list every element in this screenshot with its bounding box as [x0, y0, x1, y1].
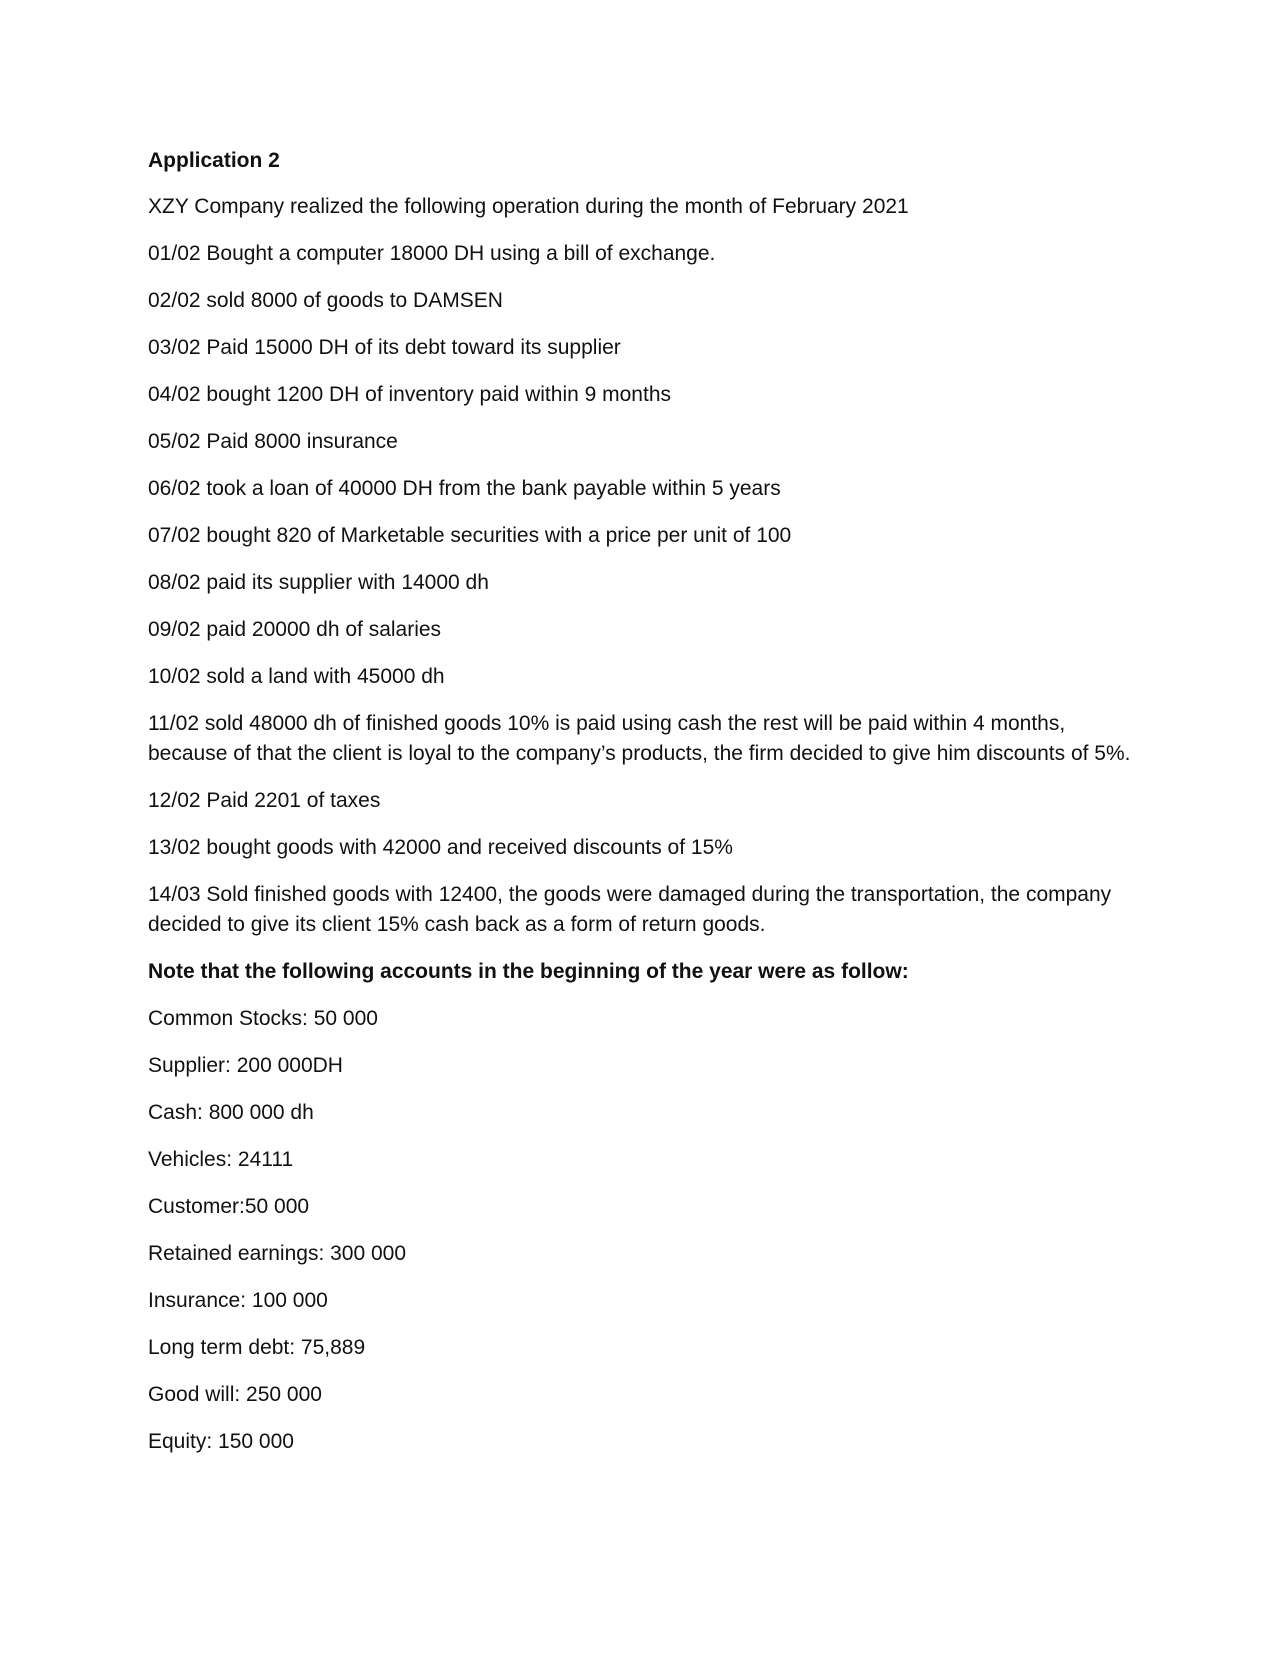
account-item: Supplier: 200 000DH: [148, 1054, 343, 1077]
account-item: Equity: 150 000: [148, 1430, 294, 1453]
accounts-list: [148, 1004, 1138, 1457]
account-item: Customer:50 000: [148, 1195, 310, 1218]
operation-item: 09/02 paid 20000 dh of salaries: [148, 618, 442, 641]
operation-item: 08/02 paid its supplier with 14000 dh: [148, 571, 489, 594]
operation-item: 11/02 sold 48000 dh of finished goods 10% is paid using cash the rest will be paid within 4 months, because of that the client is loyal to the company’s products, the firm decided to give him discounts of 5%.: [148, 712, 1131, 765]
operation-item: 02/02 sold 8000 of goods to DAMSEN: [148, 289, 503, 312]
account-item: Good will: 250 000: [148, 1383, 322, 1406]
operation-item: 03/02 Paid 15000 DH of its debt toward its supplier: [148, 336, 621, 359]
account-item: Retained earnings: 300 000: [148, 1242, 407, 1265]
operation-item: 07/02 bought 820 of Marketable securities with a price per unit of 100: [148, 524, 792, 547]
operation-item: 04/02 bought 1200 DH of inventory paid within 9 months: [148, 383, 672, 406]
operation-item: 05/02 Paid 8000 insurance: [148, 430, 398, 453]
accounts-note: Note that the following accounts in the beginning of the year were as follow:: [148, 960, 909, 983]
document-title: Application 2: [148, 149, 280, 172]
account-item: Cash: 800 000 dh: [148, 1101, 314, 1124]
operation-item: 13/02 bought goods with 42000 and received discounts of 15%: [148, 836, 733, 859]
document-page: [148, 146, 1138, 1474]
intro-paragraph: XZY Company realized the following operation during the month of February 2021: [148, 195, 909, 218]
operations-list: [148, 239, 1138, 940]
account-item: Long term debt: 75,889: [148, 1336, 366, 1359]
account-item: Common Stocks: 50 000: [148, 1007, 378, 1030]
operation-item: 06/02 took a loan of 40000 DH from the bank payable within 5 years: [148, 477, 781, 500]
operation-item: 14/03 Sold finished goods with 12400, the goods were damaged during the transportation, the company decided to give its client 15% cash back as a form of return goods.: [148, 883, 1112, 936]
operation-item: 01/02 Bought a computer 18000 DH using a bill of exchange.: [148, 242, 716, 265]
account-item: Vehicles: 24111: [148, 1148, 294, 1171]
account-item: Insurance: 100 000: [148, 1289, 328, 1312]
operation-item: 12/02 Paid 2201 of taxes: [148, 789, 381, 812]
operation-item: 10/02 sold a land with 45000 dh: [148, 665, 445, 688]
